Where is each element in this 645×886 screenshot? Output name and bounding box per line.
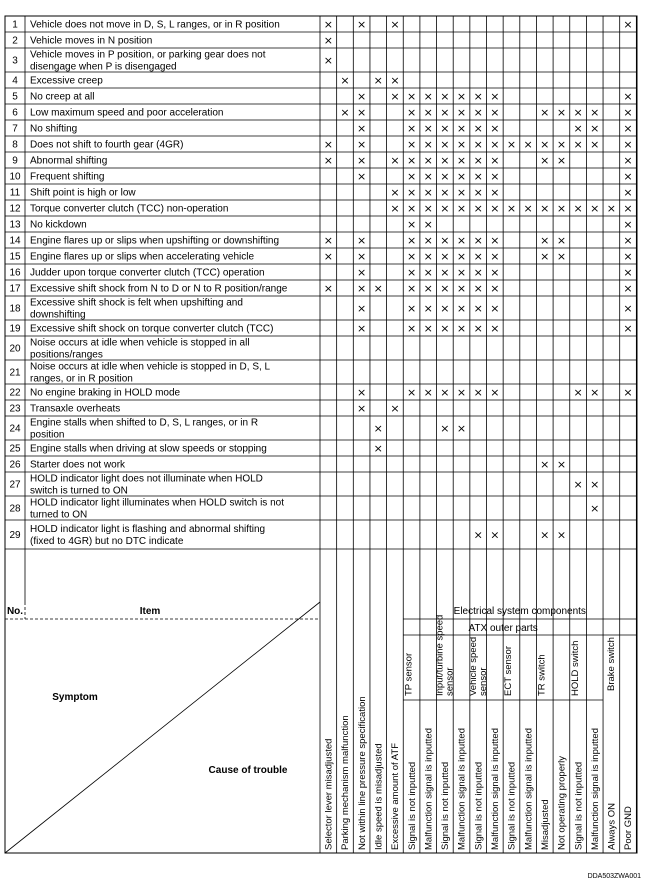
cause-mark: × xyxy=(323,34,333,47)
row-number: 15 xyxy=(9,251,21,263)
cause-mark: × xyxy=(423,266,433,279)
cause-mark: × xyxy=(323,234,333,247)
cause-mark: × xyxy=(623,250,633,263)
cause-mark: × xyxy=(423,282,433,295)
cause-mark: × xyxy=(406,154,417,167)
cause-mark: × xyxy=(623,322,633,335)
cause-header: Cause of trouble xyxy=(208,765,288,776)
cause-mark: × xyxy=(440,202,450,215)
cause-mark: × xyxy=(540,154,550,167)
cause-mark: × xyxy=(456,186,467,199)
cause-mark: × xyxy=(490,266,500,279)
row-number: 18 xyxy=(9,303,21,315)
row-number: 7 xyxy=(12,123,18,135)
symptom-text: downshifting xyxy=(30,309,86,321)
cause-mark: × xyxy=(556,106,567,119)
symptom-text: No kickdown xyxy=(30,219,87,231)
symptom-text: Noise occurs at idle when vehicle is stopped in all xyxy=(30,337,250,349)
row-number: 26 xyxy=(9,459,21,471)
cause-mark: × xyxy=(357,250,367,263)
group-label: ECT sensor xyxy=(503,646,515,696)
cause-mark: × xyxy=(390,402,400,415)
cause-mark: × xyxy=(623,282,633,295)
cause-mark: × xyxy=(440,138,450,151)
cause-mark: × xyxy=(590,138,600,151)
cause-mark: × xyxy=(456,282,467,295)
cause-mark: × xyxy=(390,74,400,87)
symptom-text: Frequent shifting xyxy=(30,171,105,183)
cause-mark: × xyxy=(423,250,433,263)
cause-mark: × xyxy=(523,202,533,215)
cause-mark: × xyxy=(540,528,550,542)
cause-mark: × xyxy=(423,154,433,167)
cause-column-label: Malfunction signal is inputted xyxy=(423,728,435,850)
symptom-text: Excessive shift shock is felt when upshifting and xyxy=(30,297,243,309)
cause-column-label: Signal is not inputted xyxy=(473,761,485,850)
cause-mark: × xyxy=(623,106,633,119)
cause-mark: × xyxy=(506,138,517,151)
cause-mark: × xyxy=(357,154,367,167)
row-number: 10 xyxy=(9,171,21,183)
cause-mark: × xyxy=(373,442,383,455)
cause-mark: × xyxy=(440,422,450,435)
cause-mark: × xyxy=(357,138,367,151)
cause-mark: × xyxy=(473,202,483,215)
cause-column-label: Not operating properly xyxy=(556,756,568,850)
cause-mark: × xyxy=(423,106,433,119)
cause-mark: × xyxy=(490,90,500,103)
row-number: 23 xyxy=(9,403,21,415)
cause-mark: × xyxy=(456,170,467,183)
cause-mark: × xyxy=(506,202,517,215)
cause-mark: × xyxy=(406,386,417,399)
cause-mark: × xyxy=(357,386,367,399)
symptom-header: Symptom xyxy=(52,692,98,703)
cause-mark: × xyxy=(623,122,633,135)
row-number: 2 xyxy=(12,35,18,47)
cause-column-label: Parking mechanism malfunction xyxy=(340,715,352,850)
cause-mark: × xyxy=(373,74,383,87)
row-number: 20 xyxy=(9,343,21,355)
cause-mark: × xyxy=(357,122,367,135)
cause-column-label: Malfunction signal is inputted xyxy=(490,728,501,850)
cause-mark: × xyxy=(323,250,333,263)
cause-mark: × xyxy=(490,138,500,151)
cause-mark: × xyxy=(490,186,500,199)
cause-mark: × xyxy=(423,186,433,199)
header-diagonal xyxy=(5,602,320,853)
cause-mark: × xyxy=(473,282,483,295)
cause-mark: × xyxy=(423,138,433,151)
cause-mark: × xyxy=(623,234,633,247)
cause-column-label: Signal is not inputted xyxy=(573,761,585,850)
symptom-text: Vehicle does not move in D, S, L ranges, or in R position xyxy=(30,19,280,31)
cause-mark: × xyxy=(390,154,400,167)
row-number: 13 xyxy=(9,219,21,231)
cause-mark: × xyxy=(406,282,417,295)
cause-mark: × xyxy=(440,154,450,167)
cause-mark: × xyxy=(323,282,333,295)
cause-mark: × xyxy=(357,302,367,315)
symptom-text: Excessive creep xyxy=(30,75,103,87)
cause-mark: × xyxy=(473,234,483,247)
symptom-text: (fixed to 4GR) but no DTC indicate xyxy=(30,536,184,547)
cause-mark: × xyxy=(323,138,333,151)
cause-mark: × xyxy=(473,186,483,199)
cause-mark: × xyxy=(606,202,616,215)
row-number: 19 xyxy=(9,323,21,335)
cause-column-label: Not within line pressure specification xyxy=(356,696,368,850)
cause-mark: × xyxy=(573,386,583,399)
cause-mark: × xyxy=(340,74,350,87)
cause-mark: × xyxy=(406,266,417,279)
row-number: 24 xyxy=(9,423,21,435)
group-label: sensor xyxy=(444,667,456,696)
cause-mark: × xyxy=(357,322,367,335)
symptom-text: Vehicle moves in P position, or parking gear does not xyxy=(30,49,266,61)
cause-mark: × xyxy=(573,202,583,215)
row-number: 27 xyxy=(9,479,21,491)
symptom-text: No creep at all xyxy=(30,91,95,103)
cause-column-label: Idle speed is misadjusted xyxy=(373,743,385,850)
symptom-text: Transaxle overheats xyxy=(30,403,121,415)
cause-mark: × xyxy=(540,106,550,119)
symptom-text: Excessive shift shock from N to D or N to R position/range xyxy=(30,283,288,295)
cause-mark: × xyxy=(423,302,433,315)
cause-mark: × xyxy=(390,90,400,103)
cause-mark: × xyxy=(473,90,483,103)
cause-mark: × xyxy=(590,106,600,119)
row-number: 8 xyxy=(12,139,18,151)
cause-mark: × xyxy=(490,154,500,167)
cause-column-label: Always ON xyxy=(606,803,618,850)
cause-mark: × xyxy=(590,122,600,135)
cause-mark: × xyxy=(523,138,533,151)
cause-mark: × xyxy=(456,422,467,435)
cause-mark: × xyxy=(473,106,483,119)
cause-mark: × xyxy=(473,266,483,279)
cause-mark: × xyxy=(390,186,400,199)
cause-mark: × xyxy=(406,90,417,103)
cause-mark: × xyxy=(590,502,600,515)
cause-mark: × xyxy=(440,266,450,279)
cause-mark: × xyxy=(473,322,483,335)
cause-mark: × xyxy=(540,250,550,263)
cause-mark: × xyxy=(423,202,433,215)
cause-mark: × xyxy=(623,266,633,279)
cause-mark: × xyxy=(456,302,467,315)
cause-mark: × xyxy=(373,282,383,295)
cause-mark: × xyxy=(490,202,500,215)
electrical-header: Electrical system components xyxy=(453,606,586,617)
cause-mark: × xyxy=(373,422,383,435)
cause-mark: × xyxy=(406,250,417,263)
group-label: HOLD switch xyxy=(569,640,581,696)
symptom-text: Engine stalls when driving at slow speeds or stopping xyxy=(30,443,267,455)
cause-mark: × xyxy=(490,528,500,542)
symptom-text: Does not shift to fourth gear (4GR) xyxy=(30,139,184,151)
group-label: sensor xyxy=(477,667,489,696)
cause-mark: × xyxy=(490,170,500,183)
cause-mark: × xyxy=(556,234,567,247)
row-number: 29 xyxy=(9,530,21,541)
cause-mark: × xyxy=(456,202,467,215)
cause-mark: × xyxy=(406,170,417,183)
symptom-text: Starter does not work xyxy=(30,459,126,471)
symptom-text: ranges, or in R position xyxy=(30,373,133,385)
cause-mark: × xyxy=(456,322,467,335)
cause-mark: × xyxy=(456,266,467,279)
cause-mark: × xyxy=(556,138,567,151)
cause-mark: × xyxy=(390,202,400,215)
symptom-text: Low maximum speed and poor acceleration xyxy=(30,107,224,119)
cause-mark: × xyxy=(406,106,417,119)
cause-mark: × xyxy=(440,234,450,247)
cause-mark: × xyxy=(440,322,450,335)
cause-mark: × xyxy=(456,122,467,135)
symptom-text: No engine braking in HOLD mode xyxy=(30,387,181,399)
cause-column-label: Misadjusted xyxy=(539,799,551,850)
symptom-text: Engine flares up or slips when upshifting or downshifting xyxy=(30,235,280,247)
row-number: 16 xyxy=(9,267,21,279)
row-number: 21 xyxy=(9,367,21,379)
cause-mark: × xyxy=(556,154,567,167)
cause-mark: × xyxy=(623,386,633,399)
cause-mark: × xyxy=(623,138,633,151)
no-header: No. xyxy=(6,606,24,617)
cause-mark: × xyxy=(423,122,433,135)
row-number: 5 xyxy=(12,91,18,103)
cause-mark: × xyxy=(556,528,567,542)
cause-mark: × xyxy=(540,202,550,215)
symptom-text: disengage when P is disengaged xyxy=(30,61,177,73)
atx-header: ATX outer parts xyxy=(468,623,538,634)
row-number: 1 xyxy=(12,19,18,31)
cause-mark: × xyxy=(623,170,633,183)
cause-mark: × xyxy=(473,154,483,167)
symptom-text: Vehicle moves in N position xyxy=(30,35,153,47)
cause-mark: × xyxy=(473,138,483,151)
cause-mark: × xyxy=(623,202,633,215)
row-number: 28 xyxy=(9,503,21,515)
cause-column-label: Poor GND xyxy=(623,806,635,850)
figure-code: DDA503ZWA001 xyxy=(587,873,641,880)
cause-mark: × xyxy=(473,122,483,135)
cause-mark: × xyxy=(440,302,450,315)
cause-mark: × xyxy=(440,170,450,183)
cause-mark: × xyxy=(406,218,417,231)
symptom-text: switch is turned to ON xyxy=(30,485,128,497)
symptom-text: Noise occurs at idle when vehicle is stopped in D, S, L xyxy=(30,361,271,373)
cause-mark: × xyxy=(490,386,500,399)
cause-mark: × xyxy=(490,302,500,315)
symptom-text: Shift point is high or low xyxy=(30,187,136,199)
cause-mark: × xyxy=(623,302,633,315)
row-number: 4 xyxy=(12,75,18,87)
cause-mark: × xyxy=(490,106,500,119)
cause-mark: × xyxy=(357,170,367,183)
cause-mark: × xyxy=(357,402,367,415)
symptom-text: HOLD indicator light illuminates when HOLD switch is not xyxy=(30,497,284,509)
cause-mark: × xyxy=(573,138,583,151)
cause-mark: × xyxy=(406,202,417,215)
cause-mark: × xyxy=(406,322,417,335)
cause-mark: × xyxy=(357,234,367,247)
cause-mark: × xyxy=(357,106,367,119)
symptom-text: No shifting xyxy=(30,123,78,135)
symptom-text: Engine stalls when shifted to D, S, L ranges, or in R xyxy=(30,417,259,429)
cause-mark: × xyxy=(440,90,450,103)
cause-mark: × xyxy=(556,458,567,471)
row-number: 9 xyxy=(12,155,18,167)
cause-mark: × xyxy=(490,250,500,263)
row-number: 3 xyxy=(12,55,18,67)
cause-mark: × xyxy=(490,234,500,247)
cause-mark: × xyxy=(473,250,483,263)
cause-column-label: Malfunction signal is inputted xyxy=(589,728,601,850)
cause-mark: × xyxy=(440,250,450,263)
symptom-text: Abnormal shifting xyxy=(30,155,108,167)
cause-mark: × xyxy=(473,302,483,315)
cause-mark: × xyxy=(623,218,633,231)
symptom-text: positions/ranges xyxy=(30,349,103,361)
symptom-text: HOLD indicator light does not illuminate when HOLD xyxy=(30,473,263,485)
cause-mark: × xyxy=(423,386,433,399)
cause-mark: × xyxy=(440,282,450,295)
cause-mark: × xyxy=(556,202,567,215)
cause-column-label: Signal is not inputted xyxy=(440,761,452,850)
row-number: 17 xyxy=(9,283,21,295)
cause-mark: × xyxy=(623,154,633,167)
row-number: 12 xyxy=(9,203,21,215)
row-number: 11 xyxy=(9,187,21,199)
cause-mark: × xyxy=(590,478,600,491)
cause-column-label: Excessive amount of ATF xyxy=(390,742,402,850)
cause-mark: × xyxy=(590,386,600,399)
cause-mark: × xyxy=(323,154,333,167)
cause-mark: × xyxy=(490,122,500,135)
cause-mark: × xyxy=(456,234,467,247)
group-label: Brake switch xyxy=(606,637,618,691)
symptom-text: Engine flares up or slips when accelerating vehicle xyxy=(30,251,255,263)
cause-mark: × xyxy=(406,302,417,315)
cause-mark: × xyxy=(406,186,417,199)
cause-mark: × xyxy=(357,266,367,279)
cause-column-label: Malfunction signal is inputted xyxy=(523,728,535,850)
group-label: Input/turbine speed xyxy=(434,614,446,696)
cause-mark: × xyxy=(473,170,483,183)
row-number: 6 xyxy=(12,107,18,119)
cause-mark: × xyxy=(357,90,367,103)
cause-mark: × xyxy=(406,138,417,151)
group-label: TP sensor xyxy=(403,652,415,696)
cause-mark: × xyxy=(406,234,417,247)
cause-mark: × xyxy=(357,18,367,31)
cause-mark: × xyxy=(440,106,450,119)
symptom-text: turned to ON xyxy=(30,509,88,521)
cause-mark: × xyxy=(423,322,433,335)
cause-mark: × xyxy=(390,18,400,31)
cause-column-label: Signal is not inputted xyxy=(506,761,518,850)
cause-mark: × xyxy=(623,90,633,103)
cause-mark: × xyxy=(423,234,433,247)
cause-mark: × xyxy=(623,18,633,31)
item-header: Item xyxy=(139,606,161,617)
cause-mark: × xyxy=(540,234,550,247)
cause-mark: × xyxy=(406,122,417,135)
cause-mark: × xyxy=(323,18,333,31)
cause-mark: × xyxy=(556,250,567,263)
cause-mark: × xyxy=(456,138,467,151)
cause-mark: × xyxy=(423,170,433,183)
cause-mark: × xyxy=(456,386,467,399)
cause-mark: × xyxy=(540,458,550,471)
cause-column-label: Signal is not inputted xyxy=(406,761,418,850)
cause-mark: × xyxy=(423,90,433,103)
row-number: 14 xyxy=(9,235,21,247)
cause-column-label: Malfunction signal is inputted xyxy=(456,728,468,850)
cause-mark: × xyxy=(456,250,467,263)
row-number: 25 xyxy=(9,443,21,455)
cause-mark: × xyxy=(573,122,583,135)
cause-mark: × xyxy=(440,186,450,199)
symptom-text: HOLD indicator light is flashing and abnormal shifting xyxy=(30,524,266,535)
cause-mark: × xyxy=(357,282,367,295)
row-number: 22 xyxy=(9,387,21,399)
cause-column-label: Selector lever misadjusted xyxy=(323,738,335,850)
cause-mark: × xyxy=(456,106,467,119)
cause-mark: × xyxy=(490,322,500,335)
symptom-text: Torque converter clutch (TCC) non-operation xyxy=(30,203,229,215)
cause-mark: × xyxy=(623,186,633,199)
cause-mark: × xyxy=(473,528,483,542)
cause-mark: × xyxy=(440,122,450,135)
cause-mark: × xyxy=(423,218,433,231)
cause-mark: × xyxy=(456,154,467,167)
group-label: Vehicle speed xyxy=(467,636,479,696)
symptom-text: position xyxy=(30,429,65,441)
cause-mark: × xyxy=(590,202,600,215)
cause-mark: × xyxy=(440,386,450,399)
cause-mark: × xyxy=(540,138,550,151)
cause-mark: × xyxy=(473,386,483,399)
cause-mark: × xyxy=(573,106,583,119)
cause-mark: × xyxy=(573,478,583,491)
group-label: TR switch xyxy=(536,654,548,696)
cause-mark: × xyxy=(456,90,467,103)
cause-mark: × xyxy=(323,54,333,67)
cause-mark: × xyxy=(490,282,500,295)
cause-mark: × xyxy=(340,106,350,119)
symptom-text: Judder upon torque converter clutch (TCC) operation xyxy=(30,267,265,279)
symptom-text: Excessive shift shock on torque converter clutch (TCC) xyxy=(30,323,274,335)
